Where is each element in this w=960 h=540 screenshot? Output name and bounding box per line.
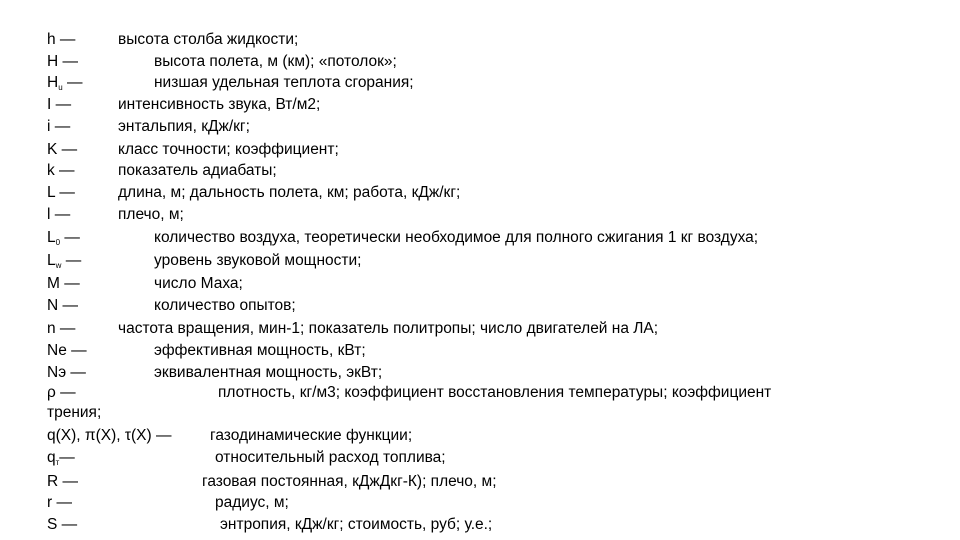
definition: энтальпия, кДж/кг; bbox=[118, 118, 250, 135]
symbol: L — bbox=[47, 184, 75, 201]
symbol: Ne — bbox=[47, 342, 87, 359]
definition: низшая удельная теплота сгорания; bbox=[154, 74, 414, 91]
symbol: I — bbox=[47, 96, 72, 113]
symbol: $L_w$ — bbox=[47, 252, 82, 270]
definition: радиус, м; bbox=[215, 494, 289, 511]
definition: энтропия, кДж/кг; стоимость, руб; у.е.; bbox=[220, 516, 493, 533]
definition: число Маха; bbox=[154, 275, 243, 292]
symbol: $q_т—$ bbox=[47, 449, 75, 467]
symbol: H — bbox=[47, 53, 78, 70]
definition: количество опытов; bbox=[154, 297, 296, 314]
symbol: M — bbox=[47, 275, 80, 292]
subscript: т bbox=[55, 458, 60, 467]
definition: длина, м; дальность полета, км; работа, кДж/кг; bbox=[118, 184, 461, 201]
definition: интенсивность звука, Вт/м2; bbox=[118, 96, 321, 113]
definition: плечо, м; bbox=[118, 206, 184, 223]
definition: класс точности; коэффициент; bbox=[118, 141, 339, 158]
symbol: $L_0$ — bbox=[47, 229, 80, 247]
symbol: h — bbox=[47, 31, 76, 48]
symbol: r — bbox=[47, 494, 72, 511]
definition: эффективная мощность, кВт; bbox=[154, 342, 366, 359]
symbol: ρ — bbox=[47, 384, 76, 401]
symbol: l — bbox=[47, 206, 71, 223]
symbol: Nэ — bbox=[47, 364, 86, 381]
symbol: R — bbox=[47, 473, 78, 490]
definition: высота столба жидкости; bbox=[118, 31, 299, 48]
definition: газовая постоянная, кДжДкг-К); плечо, м; bbox=[202, 473, 497, 490]
definition: высота полета, м (км); «потолок»; bbox=[154, 53, 397, 70]
symbol: $H_u$ — bbox=[47, 74, 83, 92]
symbol: n — bbox=[47, 320, 76, 337]
definition: относительный расход топлива; bbox=[215, 449, 446, 466]
subscript: w bbox=[55, 261, 62, 270]
symbol: q(X), π(X), τ(X) — bbox=[47, 427, 172, 444]
symbol: трения; bbox=[47, 404, 102, 421]
definition: эквивалентная мощность, экВт; bbox=[154, 364, 383, 381]
subscript: u bbox=[58, 83, 63, 92]
definition: показатель адиабаты; bbox=[118, 162, 277, 179]
symbol: N — bbox=[47, 297, 78, 314]
definition: плотность, кг/м3; коэффициент восстановления температуры; коэффициент bbox=[218, 384, 772, 401]
subscript: 0 bbox=[55, 238, 61, 247]
symbol: K — bbox=[47, 141, 78, 158]
definition: газодинамические функции; bbox=[210, 427, 413, 444]
symbol: k — bbox=[47, 162, 75, 179]
symbol: S — bbox=[47, 516, 78, 533]
definition: уровень звуковой мощности; bbox=[154, 252, 362, 269]
symbol: i — bbox=[47, 118, 71, 135]
definition: количество воздуха, теоретически необходимое для полного сжигания 1 кг воздуха; bbox=[154, 229, 759, 246]
definition: частота вращения, мин-1; показатель политропы; число двигателей на ЛА; bbox=[118, 320, 659, 337]
